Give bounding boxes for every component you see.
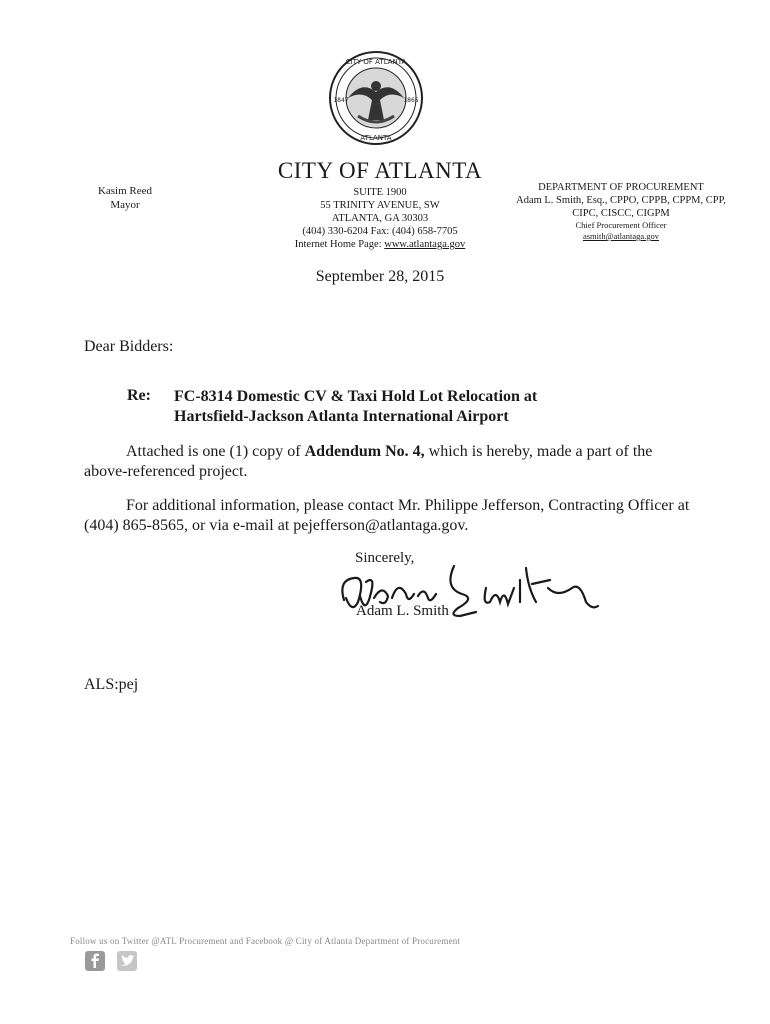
- mayor-block: [70, 184, 180, 212]
- phone-line: (404) 330-6204 Fax: (404) 658-7705: [302, 226, 458, 237]
- city-state-line: ATLANTA, GA 30303: [331, 213, 429, 224]
- reference-initials: ALS:pej: [84, 676, 139, 693]
- subject-line: [174, 387, 614, 427]
- svg-text:1847: 1847: [333, 97, 349, 104]
- cpo-credentials-line1: Adam L. Smith, Esq., CPPO, CPPB, CPPM, CPP,: [516, 195, 726, 206]
- department-block: [490, 181, 752, 242]
- signer-name: Adam L. Smith: [356, 603, 449, 619]
- letter-date: September 28, 2015: [315, 268, 445, 285]
- addendum-text-after: which is hereby, made a part of the above-referenced project.: [84, 443, 653, 480]
- addendum-text-before: Attached is one (1) copy of: [126, 443, 305, 460]
- web-link[interactable]: www.atlantaga.gov: [384, 239, 466, 250]
- mayor-title: Mayor: [110, 199, 140, 211]
- cpo-title: Chief Procurement Officer: [575, 220, 667, 230]
- city-address-block: [230, 186, 530, 251]
- city-seal-logo: [328, 50, 424, 146]
- web-label: Internet Home Page:: [294, 239, 385, 250]
- contact-paragraph: For additional information, please contact Mr. Philippe Jefferson, Contracting Officer at (404) 865-8565, or via e-mail at pejefferson@atlantaga.gov.: [84, 497, 690, 534]
- cpo-email-link[interactable]: asmith@atlantaga.gov: [582, 231, 660, 241]
- svg-text:ATLANTA: ATLANTA: [360, 134, 392, 142]
- closing: Sincerely,: [355, 550, 415, 566]
- department-name: DEPARTMENT OF PROCUREMENT: [538, 182, 704, 193]
- facebook-icon[interactable]: [84, 950, 106, 972]
- street-line: 55 TRINITY AVENUE, SW: [320, 200, 440, 211]
- addendum-number: Addendum No. 4,: [304, 443, 425, 460]
- twitter-icon[interactable]: [116, 950, 138, 972]
- salutation: Dear Bidders:: [84, 338, 174, 355]
- svg-text:1865: 1865: [403, 97, 419, 104]
- subject-line-2: Hartsfield-Jackson Atlanta International Airport: [174, 408, 509, 425]
- svg-text:CITY OF ATLANTA: CITY OF ATLANTA: [345, 58, 407, 66]
- addendum-paragraph: [84, 442, 694, 482]
- cpo-credentials-line2: CIPC, CISCC, CIGPM: [572, 208, 670, 219]
- suite-line: SUITE 1900: [353, 187, 407, 198]
- city-name-heading: CITY OF ATLANTA: [277, 158, 483, 183]
- mayor-name: Kasim Reed: [97, 185, 153, 197]
- re-label: Re:: [127, 387, 151, 404]
- web-line: [230, 238, 530, 251]
- social-footer-text: Follow us on Twitter @ATL Procurement and Facebook @ City of Atlanta Department of Procurement: [70, 936, 461, 946]
- subject-line-1: FC-8314 Domestic CV & Taxi Hold Lot Relocation at: [174, 388, 538, 405]
